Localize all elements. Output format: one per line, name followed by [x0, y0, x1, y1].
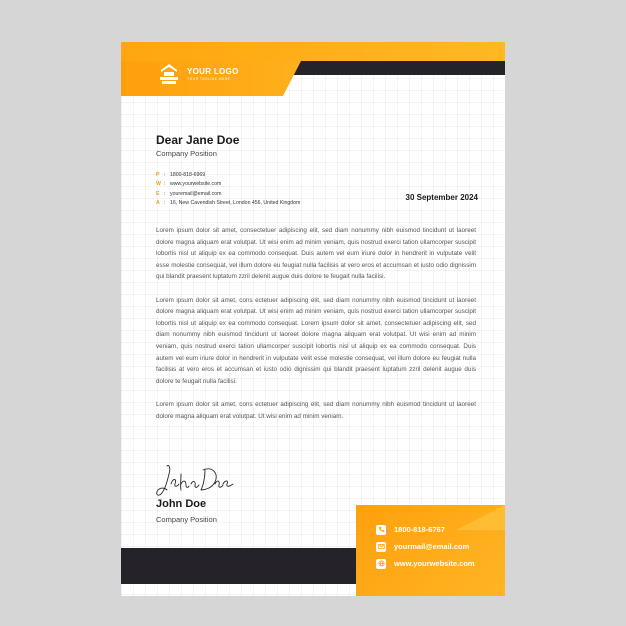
- footer-contacts: [376, 521, 475, 572]
- contact-row-phone: P : 1800-818-6969: [156, 171, 206, 178]
- letter-date: 30 September 2024: [405, 193, 478, 202]
- contact-key: A: [156, 200, 160, 207]
- globe-icon: [376, 559, 386, 569]
- contact-row-email: E : youremail@email.com: [156, 190, 222, 197]
- company-logo: [157, 62, 239, 86]
- footer-email: yourmail@email.com: [394, 542, 470, 551]
- email-icon: [376, 542, 386, 552]
- footer-website: www.yourwebsite.com: [394, 559, 475, 568]
- contact-key: E: [156, 190, 160, 197]
- footer-phone: 1800-818-6767: [394, 525, 445, 534]
- recipient-name: Dear Jane Doe: [156, 133, 240, 147]
- footer-phone-row: [376, 521, 475, 538]
- body-paragraph: Lorem ipsum dolor sit amet, cons ectetuer adipiscing elit, sed diam nonummy nibh euismod tincidunt ut laoreet dolore magna aliquam erat volutpat. Ut wisi enim ad minim veniam.: [156, 400, 476, 420]
- signer-position: Company Position: [156, 515, 217, 524]
- contact-row-address: A : 16, New Cavendish Street, London 456, United Kingdom: [156, 200, 301, 207]
- handwritten-signature: [153, 460, 243, 500]
- contact-row-website: W : www.yourwebsite.com: [156, 181, 222, 188]
- footer-dark-band: [121, 548, 361, 584]
- footer-website-row: [376, 555, 475, 572]
- letter-body: [156, 225, 476, 434]
- logo-name: YOUR LOGO: [187, 67, 239, 76]
- letterhead-page: [121, 42, 505, 596]
- signer-name: John Doe: [156, 498, 207, 510]
- contact-key: P: [156, 171, 160, 178]
- contact-key: W: [156, 181, 161, 188]
- logo-tagline: YOUR TAGLINE HERE: [187, 77, 231, 81]
- header-dark-band: [290, 61, 505, 75]
- contact-value: 16, New Cavendish Street, London 456, United Kingdom: [170, 200, 301, 207]
- footer-email-row: [376, 538, 475, 555]
- contact-list: [156, 170, 300, 208]
- body-paragraph: Lorem ipsum dolor sit amet, consectetuer adipiscing elit, sed diam nonummy nibh euismod tincidunt ut laoreet dolore magna aliquam erat volutpat. Ut wisi enim ad minim veniam, quis nostrud exerci tation ullamcorper suscipit lobortis nisl ut aliquip ex ea commodo consequat. Duis autem vel eum iriure dolor in hendrerit in vulputate velit esse molestie consequat, vel illum dolore eu feugiat nulla facilisis at vero eros et accumsan et iusto odio dignissim qui blandit praesent luptatum zzril delenit augue duis dolore te feugait nulla facilisi.: [156, 227, 476, 281]
- contact-value: www.yourwebsite.com: [170, 181, 222, 188]
- header-orange-band: [121, 42, 505, 61]
- phone-icon: [376, 525, 386, 535]
- recipient-position: Company Position: [156, 149, 217, 158]
- contact-value: youremail@email.com: [170, 190, 222, 197]
- logo-icon: [157, 62, 181, 86]
- body-paragraph: Lorem ipsum dolor sit amet, cons ectetuer adipiscing elit, sed diam nonummy nibh euismod tincidunt ut laoreet dolore magna aliquam erat volutpat. Ut wisi enim ad minim veniam, quis nostrud exerci tation ullamcorper suscipit lobortis nisl ut aliquip ex ea commodo consequat. Lorem ipsum dolor sit amet, consectetuer adipiscing elit, sed diam nonummy nibh euismod tincidunt ut laoreet dolore magna aliquam erat volutpat. Ut wisi enim ad minim veniam, quis nostrud exerci tation ullamcorper suscipit lobortis nisl ut aliquip ex ea commodo consequat. Duis autem vel eum iriure dolor in hendrerit in vulputate velit esse molestie consequat, vel illum dolore eu feugiat nulla facilisis at vero eros et accumsan et iusto odio dignissim qui blandit praesent luptatum zzril delenit augue duis dolore te feugait nulla facilisi.: [156, 296, 476, 385]
- contact-value: 1800-818-6969: [170, 171, 206, 178]
